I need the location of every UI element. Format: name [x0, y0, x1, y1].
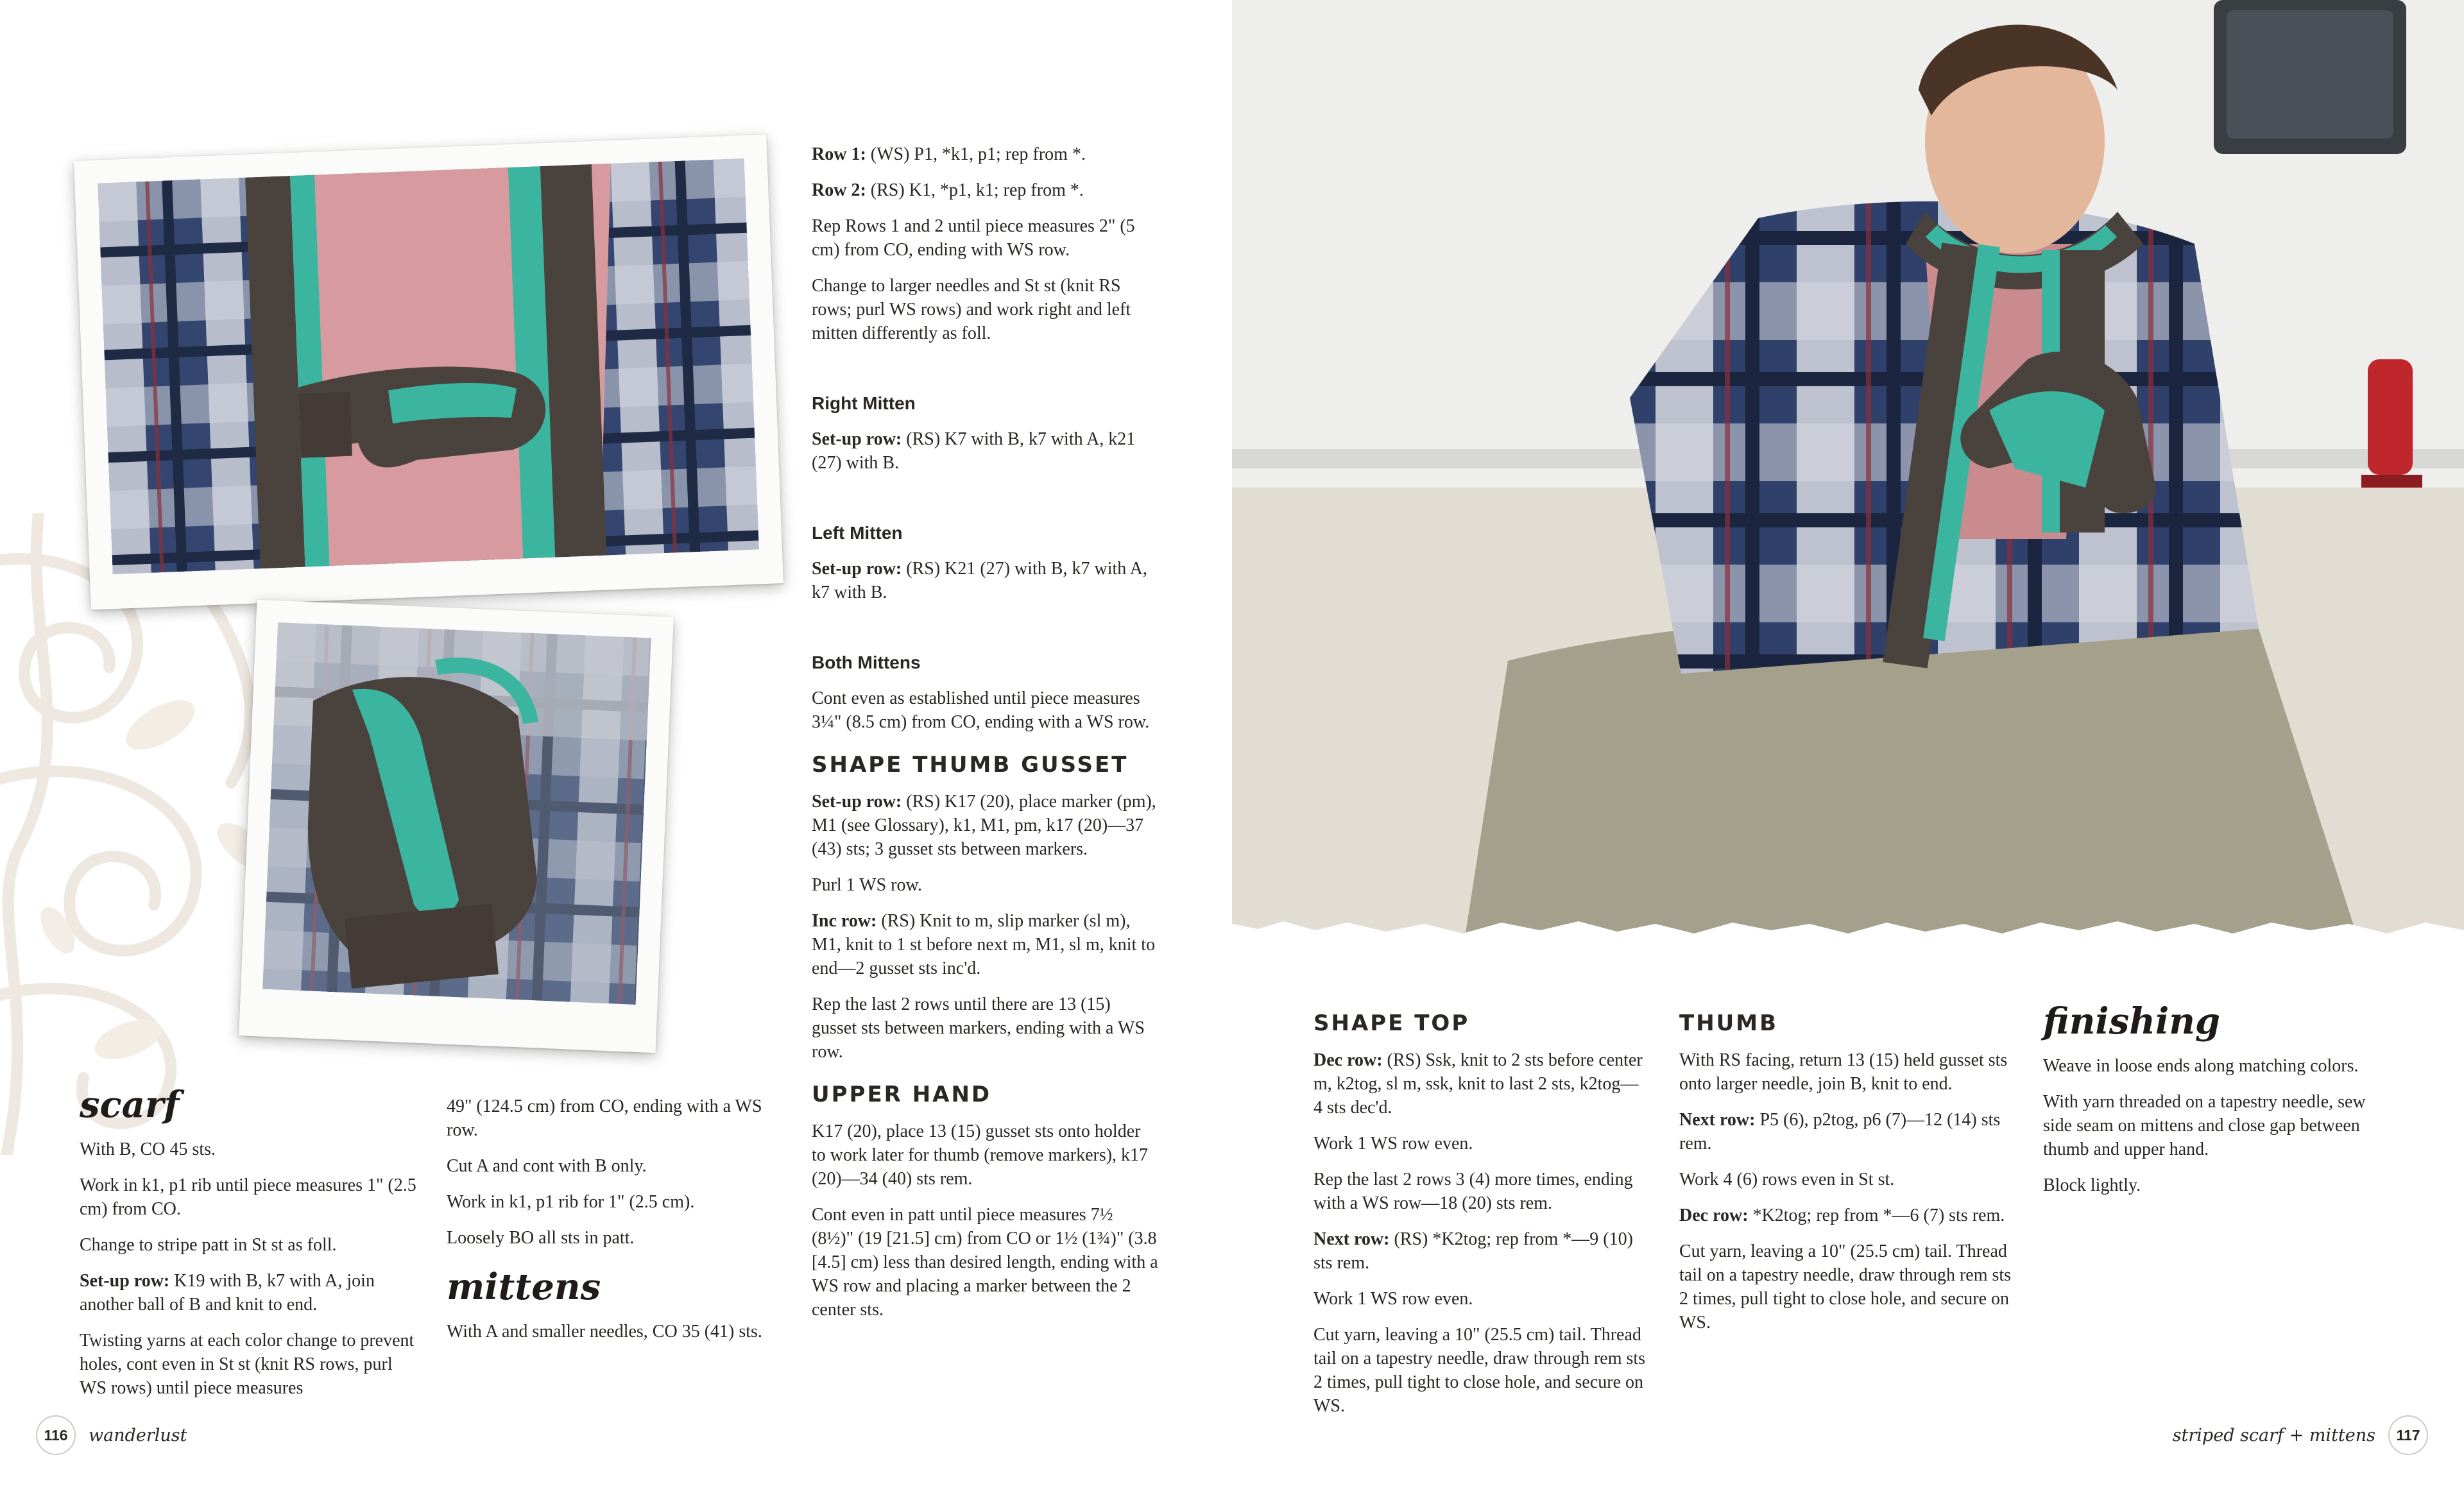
shape-top-rep: Rep the last 2 rows 3 (4) more times, ending with a WS row—18 (20) sts rem. — [1313, 1170, 1633, 1213]
shape-top-ws-row-2: Work 1 WS row even. — [1313, 1289, 1473, 1309]
upper-hand-heading: UPPER HAND — [812, 1082, 992, 1107]
both-mittens-text: Cont even as established until piece measures 3¼" (8.5 cm) from CO, ending with a WS row. — [812, 688, 1150, 732]
scarf-and-mitten-photo — [98, 158, 759, 574]
scarf-stripe: Change to stripe patt in St st as foll. — [80, 1235, 337, 1255]
thumb-dec-row: Dec row: *K2tog; rep from *—6 (7) sts rem. — [1679, 1206, 2005, 1225]
finishing-block: Block lightly. — [2043, 1175, 2141, 1195]
finishing-column — [2043, 1001, 2377, 1209]
shape-top-cut-yarn: Cut yarn, leaving a 10" (25.5 cm) tail. Thread tail on a tapestry needle, draw through rem sts 2 times, pull tight to close hole, and secure on WS. — [1313, 1325, 1646, 1416]
left-mitten-setup: Set-up row: (RS) K21 (27) with B, k7 with A, k7 with B. — [812, 559, 1147, 602]
scarf-mitten-photo-print — [74, 135, 783, 610]
thumb-work-rows: Work 4 (6) rows even in St st. — [1679, 1170, 1895, 1189]
page-number-116: 116 — [36, 1415, 76, 1455]
gusset-setup-row: Set-up row: (RS) K17 (20), place marker (pm), M1 (see Glossary), k1, M1, pm, k17 (20)—37 (43) sts; 3 gusset sts between markers. — [812, 792, 1156, 859]
change-needles-instruction: Change to larger needles and St st (knit RS rows; purl WS rows) and work right and left mitten differently as foll. — [812, 276, 1131, 343]
upper-hand-text-2: Cont even in patt until piece measures 7½ (8½)" (19 [21.5] cm) from CO or 1½ (1¾)" (3.8 [4.5] cm) less than desired length, ending with a WS row and placing a marker between the 2 center sts. — [812, 1205, 1158, 1320]
scarf-setup-row: Set-up row: K19 with B, k7 with A, join another ball of B and knit to end. — [80, 1271, 375, 1315]
shape-thumb-gusset-heading: SHAPE THUMB GUSSET — [812, 752, 1129, 778]
scarf-twisting: Twisting yarns at each color change to prevent holes, cont even in St st (knit RS rows, purl WS rows) until piece measures — [80, 1331, 415, 1398]
scarf-bind-off: Loosely BO all sts in patt. — [447, 1228, 635, 1248]
gusset-purl-row: Purl 1 WS row. — [812, 875, 922, 895]
scarf-column — [80, 1084, 420, 1412]
shape-top-ws-row: Work 1 WS row even. — [1313, 1134, 1473, 1154]
gusset-inc-row: Inc row: (RS) Knit to m, slip marker (sl m), M1, knit to 1 st before next m, M1, sl m, knit to end—2 gusset sts inc'd. — [812, 911, 1156, 978]
scarf-heading: scarf — [80, 1084, 180, 1126]
right-mitten-setup: Set-up row: (RS) K7 with B, k7 with A, k21 (27) with B. — [812, 429, 1136, 473]
gusset-rep-text: Rep the last 2 rows until there are 13 (15) gusset sts between markers, ending with a WS row. — [812, 994, 1145, 1062]
scarf-continued-column — [447, 1095, 780, 1356]
running-head: striped scarf + mittens — [2172, 1425, 2375, 1445]
thumb-cut-yarn: Cut yarn, leaving a 10" (25.5 cm) tail. Thread tail on a tapestry needle, draw through rem sts 2 times, pull tight to close hole, and secure on WS. — [1679, 1241, 2012, 1333]
right-folio — [2173, 1415, 2428, 1455]
shape-top-dec-row: Dec row: (RS) Ssk, knit to 2 sts before center m, k2tog, sl m, ssk, knit to last 2 sts, k2tog—4 sts dec'd. — [1313, 1050, 1643, 1118]
mittens-photo-print — [239, 600, 674, 1053]
row-2-instruction: Row 2: (RS) K1, *p1, k1; rep from *. — [812, 180, 1084, 200]
mitten-instructions-column — [812, 142, 1158, 1334]
scarf-cut-a: Cut A and cont with B only. — [447, 1156, 647, 1176]
model-hero-photo — [1232, 0, 2464, 950]
scarf-cast-on: With B, CO 45 sts. — [80, 1139, 216, 1159]
scarf-length: 49" (124.5 cm) from CO, ending with a WS row. — [447, 1096, 762, 1140]
finishing-heading: finishing — [2043, 1000, 2221, 1043]
upper-hand-text-1: K17 (20), place 13 (15) gusset sts onto holder to work later for thumb (remove markers), k17 (20)—34 (40) sts rem. — [812, 1121, 1149, 1189]
left-folio — [36, 1415, 187, 1455]
finishing-sew: With yarn threaded on a tapestry needle, sew side seam on mittens and close gap between thumb and upper hand. — [2043, 1092, 2366, 1159]
thumb-return-sts: With RS facing, return 13 (15) held gusset sts onto larger needle, join B, knit to end. — [1679, 1050, 2008, 1094]
mittens-cast-on: With A and smaller needles, CO 35 (41) sts. — [447, 1322, 762, 1342]
thumb-next-row: Next row: P5 (6), p2tog, p6 (7)—12 (14) sts rem. — [1679, 1110, 2001, 1154]
rep-rows-instruction: Rep Rows 1 and 2 until piece measures 2" (5 cm) from CO, ending with WS row. — [812, 216, 1135, 260]
shape-top-heading: SHAPE TOP — [1313, 1010, 1470, 1036]
shape-top-next-row: Next row: (RS) *K2tog; rep from *—9 (10) sts rem. — [1313, 1229, 1633, 1273]
thumb-heading: THUMB — [1679, 1010, 1779, 1036]
scarf-rib-end: Work in k1, p1 rib for 1" (2.5 cm). — [447, 1192, 695, 1212]
finishing-weave: Weave in loose ends along matching colors. — [2043, 1056, 2359, 1076]
man-wearing-scarf-and-mittens-photo — [1232, 0, 2464, 950]
row-1-instruction: Row 1: (WS) P1, *k1, p1; rep from *. — [812, 144, 1086, 164]
left-mitten-heading: Left Mitten — [812, 523, 903, 543]
scarf-rib: Work in k1, p1 rib until piece measures 1" (2.5 cm) from CO. — [80, 1175, 416, 1219]
thumb-column — [1679, 1010, 2013, 1347]
mittens-heading: mittens — [447, 1266, 601, 1308]
shape-top-column — [1313, 1010, 1647, 1430]
right-mitten-heading: Right Mitten — [812, 393, 916, 413]
right-page — [1232, 0, 2464, 1491]
both-mittens-heading: Both Mittens — [812, 652, 921, 672]
mittens-photo — [262, 622, 651, 1005]
book-title: wanderlust — [89, 1425, 187, 1445]
page-number-117: 117 — [2388, 1415, 2428, 1455]
